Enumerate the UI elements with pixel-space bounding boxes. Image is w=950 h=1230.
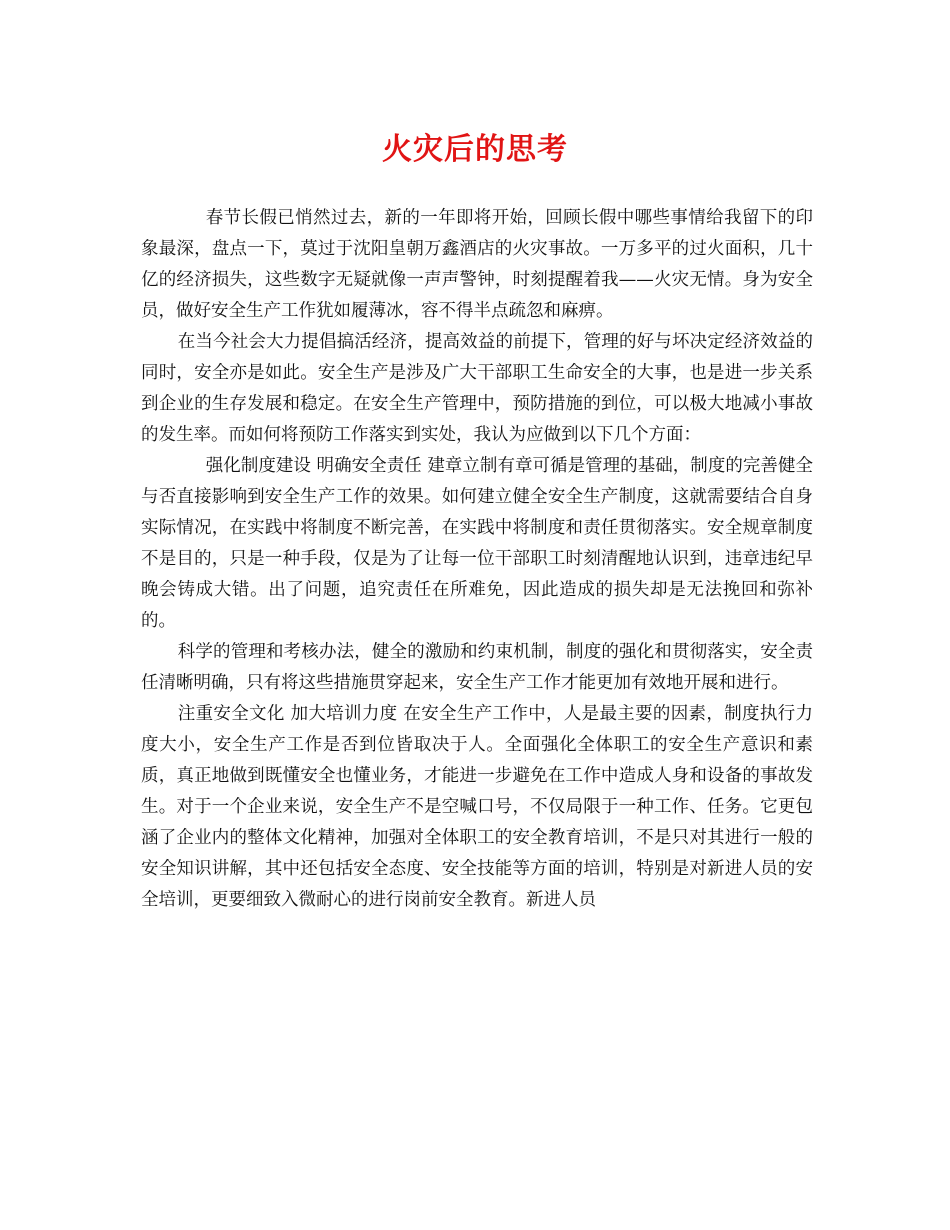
document-body [141,203,813,916]
paragraph: 春节长假已悄然过去，新的一年即将开始，回顾长假中哪些事情给我留下的印象最深，盘点一下，莫过于沈阳皇朝万鑫酒店的火灾事故。一万多平的过火面积，几十亿的经济损失，这些数字无疑就像一声声警钟，时刻提醒着我——火灾无情。身为安全员，做好安全生产工作犹如履薄冰，容不得半点疏忽和麻痹。 [141,208,813,321]
document-title: 火灾后的思考 [382,132,568,167]
paragraph: 注重安全文化 加大培训力度 在安全生产工作中，人是最主要的因素，制度执行力度大小，安全生产工作是否到位皆取决于人。全面强化全体职工的安全生产意识和素质，真正地做到既懂安全也懂业务，才能进一步避免在工作中造成人身和设备的事故发生。对于一个企业来说，安全生产不是空喊口号，不仅局限于一种工作、任务。它更包涵了企业内的整体文化精神，加强对全体职工的安全教育培训，不是只对其进行一般的安全知识讲解，其中还包括安全态度、安全技能等方面的培训，特别是对新进人员的安全培训，更要细致入微耐心的进行岗前安全教育。新进人员 [141,704,813,910]
paragraph: 强化制度建设 明确安全责任 建章立制有章可循是管理的基础，制度的完善健全与否直接影响到安全生产工作的效果。如何建立健全安全生产制度，这就需要结合自身实际情况，在实践中将制度不断完善，在实践中将制度和责任贯彻落实。安全规章制度不是目的，只是一种手段，仅是为了让每一位干部职工时刻清醒地认识到，违章违纪早晚会铸成大错。出了问题，追究责任在所难免，因此造成的损失却是无法挽回和弥补的。 [141,456,813,631]
paragraph: 在当今社会大力提倡搞活经济，提高效益的前提下，管理的好与坏决定经济效益的同时，安全亦是如此。安全生产是涉及广大干部职工生命安全的大事，也是进一步关系到企业的生存发展和稳定。在安全生产管理中，预防措施的到位，可以极大地减小事故的发生率。而如何将预防工作落实到实处，我认为应做到以下几个方面： [141,332,813,445]
paragraph: 科学的管理和考核办法，健全的激励和约束机制，制度的强化和贯彻落实，安全责任清晰明确，只有将这些措施贯穿起来，安全生产工作才能更加有效地开展和进行。 [141,642,813,693]
